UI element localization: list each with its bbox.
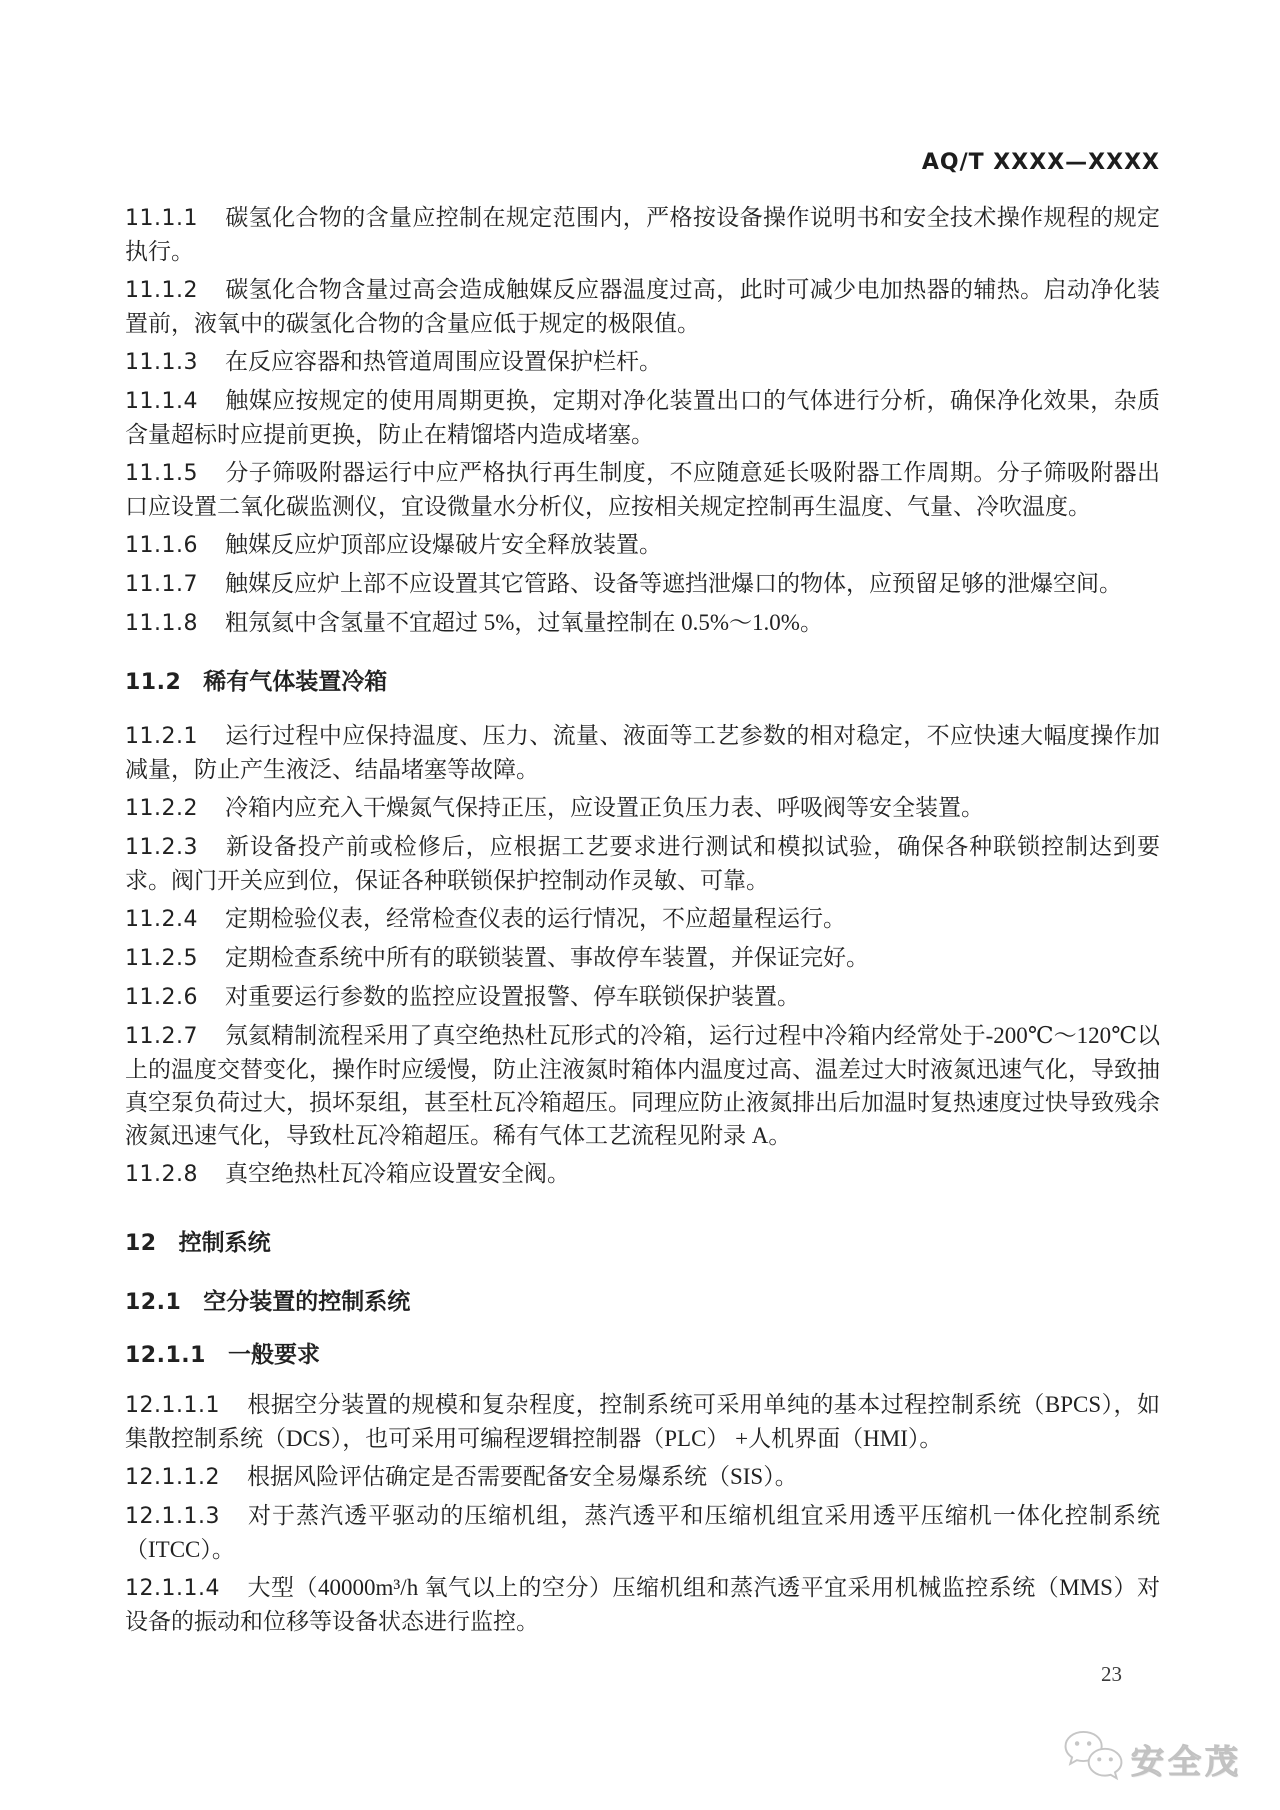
- clause-text: 对重要运行参数的监控应设置报警、停车联锁保护装置。: [224, 984, 800, 1009]
- clause-11-1-4: [125, 384, 1160, 451]
- clause-11-1-2: [125, 273, 1160, 340]
- clause-number: 12.1.1.1: [125, 1393, 220, 1418]
- clause-12-1-1-4: [125, 1571, 1160, 1638]
- heading-number: 12.1: [125, 1290, 182, 1315]
- page-number: 23: [1101, 1662, 1122, 1686]
- clause-text: 碳氢化合物的含量应控制在规定范围内，严格按设备操作说明书和安全技术操作规程的规定执行。: [125, 205, 1160, 264]
- clause-number: 11.2.4: [125, 907, 198, 932]
- clause-text: 根据风险评估确定是否需要配备安全易爆系统（SIS）。: [246, 1464, 798, 1489]
- clause-number: 12.1.1.3: [125, 1504, 220, 1529]
- clause-text: 在反应容器和热管道周围应设置保护栏杆。: [224, 349, 662, 374]
- clause-number: 11.1.4: [125, 389, 198, 414]
- clause-12-1-1-1: [125, 1388, 1160, 1455]
- heading-text: 控制系统: [178, 1230, 271, 1256]
- clause-text: 对于蒸汽透平驱动的压缩机组，蒸汽透平和压缩机组宜采用透平压缩机一体化控制系统（ITCC）。: [125, 1503, 1160, 1562]
- heading-text: 一般要求: [227, 1342, 320, 1368]
- clause-11-1-6: [125, 528, 1160, 562]
- clause-11-1-1: [125, 201, 1160, 268]
- clause-11-2-6: [125, 980, 1160, 1014]
- clause-11-1-7: [125, 567, 1160, 601]
- clause-text: 触媒反应炉上部不应设置其它管路、设备等遮挡泄爆口的物体，应预留足够的泄爆空间。: [224, 571, 1122, 596]
- heading-text: 空分装置的控制系统: [203, 1289, 411, 1315]
- clause-text: 真空绝热杜瓦冷箱应设置安全阀。: [224, 1161, 570, 1186]
- standard-number: AQ/T XXXX—XXXX: [921, 150, 1160, 175]
- clause-text: 粗氖氦中含氢量不宜超过 5%，过氧量控制在 0.5%～1.0%。: [224, 610, 823, 635]
- section-heading-12: [125, 1227, 1160, 1260]
- watermark-text: 安全茂: [1131, 1742, 1242, 1781]
- clause-number: 11.1.2: [125, 278, 198, 303]
- heading-number: 12.1.1: [125, 1343, 206, 1368]
- clause-number: 11.2.7: [125, 1024, 198, 1049]
- wechat-icon: [1063, 1730, 1123, 1789]
- clause-11-2-8: [125, 1157, 1160, 1191]
- clause-number: 11.2.5: [125, 946, 198, 971]
- clause-12-1-1-3: [125, 1499, 1160, 1566]
- clause-text: 新设备投产前或检修后，应根据工艺要求进行测试和模拟试验，确保各种联锁控制达到要求。阀门开关应到位，保证各种联锁保护控制动作灵敏、可靠。: [125, 834, 1160, 893]
- clause-number: 11.2.1: [125, 724, 198, 749]
- clause-11-2-1: [125, 719, 1160, 786]
- section-heading-12-1-1: [125, 1339, 1160, 1372]
- clause-11-2-5: [125, 941, 1160, 975]
- clause-text: 大型（40000m³/h 氧气以上的空分）压缩机组和蒸汽透平宜采用机械监控系统（MMS）对设备的振动和位移等设备状态进行监控。: [125, 1575, 1160, 1634]
- clause-number: 12.1.1.2: [125, 1465, 220, 1490]
- section-heading-12-1: [125, 1286, 1160, 1319]
- clause-text: 运行过程中应保持温度、压力、流量、液面等工艺参数的相对稳定，不应快速大幅度操作加减量，防止产生液泛、结晶堵塞等故障。: [125, 723, 1160, 782]
- heading-number: 11.2: [125, 670, 182, 695]
- clause-text: 分子筛吸附器运行中应严格执行再生制度，不应随意延长吸附器工作周期。分子筛吸附器出口应设置二氧化碳监测仪，宜设微量水分析仪，应按相关规定控制再生温度、气量、冷吹温度。: [125, 460, 1160, 519]
- clause-11-1-5: [125, 456, 1160, 523]
- section-heading-11-2: [125, 666, 1160, 699]
- clause-11-2-4: [125, 902, 1160, 936]
- clause-number: 12.1.1.4: [125, 1576, 220, 1601]
- clause-11-1-8: [125, 606, 1160, 640]
- clause-number: 11.1.6: [125, 533, 198, 558]
- clause-number: 11.1.8: [125, 611, 198, 636]
- page-header: [125, 150, 1160, 175]
- clause-text: 触媒反应炉顶部应设爆破片安全释放装置。: [224, 532, 662, 557]
- clause-number: 11.1.7: [125, 572, 198, 597]
- heading-number: 12: [125, 1231, 157, 1256]
- clause-number: 11.2.8: [125, 1162, 198, 1187]
- clause-text: 冷箱内应充入干燥氮气保持正压，应设置正负压力表、呼吸阀等安全装置。: [224, 795, 984, 820]
- watermark: [1063, 1730, 1242, 1789]
- heading-text: 稀有气体装置冷箱: [203, 669, 388, 695]
- clause-text: 碳氢化合物含量过高会造成触媒反应器温度过高，此时可减少电加热器的辅热。启动净化装置前，液氧中的碳氢化合物的含量应低于规定的极限值。: [125, 277, 1160, 336]
- clause-text: 定期检查系统中所有的联锁装置、事故停车装置，并保证完好。: [224, 945, 869, 970]
- document-content: [125, 196, 1160, 1643]
- clause-number: 11.1.3: [125, 350, 198, 375]
- clause-text: 氖氦精制流程采用了真空绝热杜瓦形式的冷箱，运行过程中冷箱内经常处于-200℃～120℃以上的温度交替变化，操作时应缓慢，防止注液氮时箱体内温度过高、温差过大时液氮迅速气化，导致抽真空泵负荷过大，损坏泵组，甚至杜瓦冷箱超压。同理应防止液氮排出后加温时复热速度过快导致残余液氮迅速气化，导致杜瓦冷箱超压。稀有气体工艺流程见附录 A。: [125, 1023, 1160, 1148]
- clause-11-2-7: [125, 1019, 1160, 1152]
- clause-11-2-3: [125, 830, 1160, 897]
- clause-number: 11.1.1: [125, 206, 198, 231]
- clause-11-2-2: [125, 791, 1160, 825]
- clause-text: 定期检验仪表，经常检查仪表的运行情况，不应超量程运行。: [224, 906, 846, 931]
- clause-number: 11.2.2: [125, 796, 198, 821]
- clause-number: 11.2.3: [125, 835, 198, 860]
- clause-12-1-1-2: [125, 1460, 1160, 1494]
- clause-text: 触媒应按规定的使用周期更换，定期对净化装置出口的气体进行分析，确保净化效果，杂质含量超标时应提前更换，防止在精馏塔内造成堵塞。: [125, 388, 1160, 447]
- clause-number: 11.2.6: [125, 985, 198, 1010]
- clause-text: 根据空分装置的规模和复杂程度，控制系统可采用单纯的基本过程控制系统（BPCS），如集散控制系统（DCS），也可采用可编程逻辑控制器（PLC） +人机界面（HMI）。: [125, 1392, 1160, 1451]
- clause-11-1-3: [125, 345, 1160, 379]
- clause-number: 11.1.5: [125, 461, 198, 486]
